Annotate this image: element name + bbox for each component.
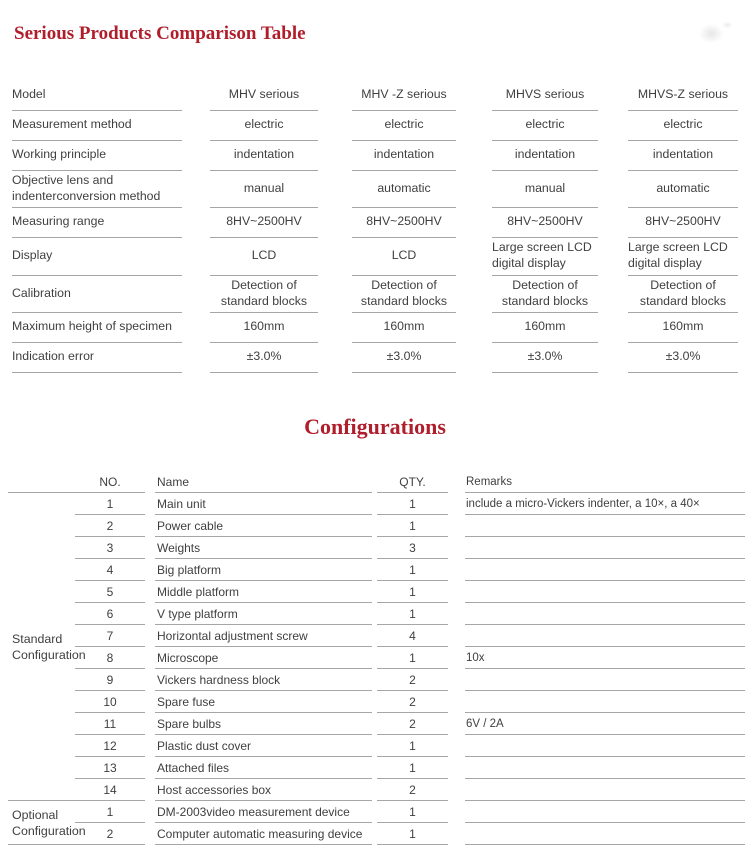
cell: automatic — [628, 171, 738, 208]
cell: LCD — [210, 238, 318, 275]
cell-remarks — [465, 823, 745, 845]
cell-name: V type platform — [155, 603, 372, 625]
comparison-header-col: MHVS serious — [492, 81, 598, 111]
cell-name: Horizontal adjustment screw — [155, 625, 372, 647]
comparison-header-col: MHV -Z serious — [352, 81, 456, 111]
row-label: Display — [12, 238, 182, 275]
cell-qty: 1 — [377, 493, 448, 515]
cell-no: 14 — [75, 779, 145, 801]
cell: 160mm — [210, 313, 318, 343]
cell: 8HV~2500HV — [628, 208, 738, 238]
config-header-no: NO. — [99, 475, 121, 490]
cell: Detection of standard blocks — [352, 276, 456, 313]
cell-remarks — [465, 691, 745, 713]
cell: 8HV~2500HV — [210, 208, 318, 238]
row-label: Indication error — [12, 343, 182, 373]
cell: ±3.0% — [210, 343, 318, 373]
cell-remarks: include a micro-Vickers indenter, a 10×, a 40× — [465, 493, 745, 515]
cell-name: Main unit — [155, 493, 372, 515]
cell: 160mm — [628, 313, 738, 343]
cell: Detection of standard blocks — [492, 276, 598, 313]
cell-no: 7 — [75, 625, 145, 647]
config-header-qty: QTY. — [377, 471, 448, 493]
cell-qty: 1 — [377, 647, 448, 669]
cell-qty: 2 — [377, 669, 448, 691]
cell-remarks — [465, 515, 745, 537]
comparison-row-measurement-method — [12, 111, 738, 141]
row-label: Calibration — [12, 276, 182, 313]
cell-qty: 4 — [377, 625, 448, 647]
cell-remarks: 10x — [465, 647, 745, 669]
cell: electric — [492, 111, 598, 141]
cell: LCD — [352, 238, 456, 275]
cell: 160mm — [492, 313, 598, 343]
cell-name: Spare bulbs — [155, 713, 372, 735]
cell-name: Attached files — [155, 757, 372, 779]
cell: Large screen LCD digital display — [492, 238, 598, 275]
cell-no: 3 — [75, 537, 145, 559]
cell: electric — [628, 111, 738, 141]
cell: Detection of standard blocks — [628, 276, 738, 313]
cell-qty: 2 — [377, 779, 448, 801]
cell: indentation — [210, 141, 318, 171]
cell-qty: 1 — [377, 735, 448, 757]
row-label: Working principle — [12, 141, 182, 171]
cell-remarks — [465, 735, 745, 757]
cell-no: 12 — [75, 735, 145, 757]
comparison-row-objective-lens — [12, 171, 738, 208]
comparison-header-row — [12, 81, 738, 111]
cell: indentation — [352, 141, 456, 171]
cell-remarks — [465, 581, 745, 603]
cell-qty: 1 — [377, 801, 448, 823]
cell-name: Vickers hardness block — [155, 669, 372, 691]
cell-qty: 1 — [377, 823, 448, 845]
row-label: Objective lens and indenterconversion method — [12, 171, 182, 208]
cell-name: Computer automatic measuring device — [155, 823, 372, 845]
group-divider-line — [8, 844, 145, 845]
cell-name: Middle platform — [155, 581, 372, 603]
cell-remarks — [465, 603, 745, 625]
comparison-row-measuring-range — [12, 208, 738, 238]
comparison-row-working-principle — [12, 141, 738, 171]
cell-name: Plastic dust cover — [155, 735, 372, 757]
cell: indentation — [628, 141, 738, 171]
cell: 8HV~2500HV — [492, 208, 598, 238]
comparison-row-indication-error — [12, 343, 738, 373]
cell-remarks: 6V / 2A — [465, 713, 745, 735]
cell-no: 1 — [75, 801, 145, 823]
cell-no: 10 — [75, 691, 145, 713]
group-label-standard: Standard Configuration — [12, 631, 86, 662]
cell: manual — [492, 171, 598, 208]
group-label-spacer — [0, 471, 75, 493]
cell: 160mm — [352, 313, 456, 343]
cell-no: 8 — [75, 647, 145, 669]
cell: indentation — [492, 141, 598, 171]
cell-no: 5 — [75, 581, 145, 603]
cell-remarks — [465, 779, 745, 801]
cell-no: 2 — [75, 823, 145, 845]
row-label: Measuring range — [12, 208, 182, 238]
configurations-title: Configurations — [304, 414, 446, 440]
cell-remarks — [465, 669, 745, 691]
cell-remarks — [465, 537, 745, 559]
cell: automatic — [352, 171, 456, 208]
cell: Large screen LCD digital display — [628, 238, 738, 275]
cell-no: 6 — [75, 603, 145, 625]
cell: electric — [210, 111, 318, 141]
cell-no: 1 — [75, 493, 145, 515]
cell-no: 4 — [75, 559, 145, 581]
cell-name: Power cable — [155, 515, 372, 537]
cell-qty: 2 — [377, 691, 448, 713]
cell-qty: 1 — [377, 559, 448, 581]
comparison-row-max-height — [12, 313, 738, 343]
watermark-smudge — [686, 20, 732, 54]
comparison-header-col: MHV serious — [210, 81, 318, 111]
comparison-header-col: MHVS-Z serious — [628, 81, 738, 111]
cell-name: Host accessories box — [155, 779, 372, 801]
config-header-name: Name — [155, 471, 372, 493]
config-header-row — [0, 471, 745, 493]
cell-qty: 3 — [377, 537, 448, 559]
cell-qty: 1 — [377, 757, 448, 779]
cell-no: 13 — [75, 757, 145, 779]
cell-name: Spare fuse — [155, 691, 372, 713]
group-label-optional: Optional Configuration — [12, 807, 86, 838]
cell-remarks — [465, 625, 745, 647]
row-label: Maximum height of specimen — [12, 313, 182, 343]
cell: ±3.0% — [492, 343, 598, 373]
cell-name: Microscope — [155, 647, 372, 669]
cell-remarks — [465, 559, 745, 581]
cell: electric — [352, 111, 456, 141]
cell: ±3.0% — [352, 343, 456, 373]
cell: manual — [210, 171, 318, 208]
cell-name: Big platform — [155, 559, 372, 581]
cell: 8HV~2500HV — [352, 208, 456, 238]
comparison-header-label: Model — [12, 81, 182, 111]
cell: ±3.0% — [628, 343, 738, 373]
cell-no: 11 — [75, 713, 145, 735]
comparison-row-display — [12, 238, 738, 275]
comparison-row-calibration — [12, 276, 738, 313]
cell-qty: 1 — [377, 515, 448, 537]
cell-name: Weights — [155, 537, 372, 559]
cell-remarks — [465, 757, 745, 779]
configurations-table — [0, 471, 745, 845]
cell-remarks — [465, 801, 745, 823]
cell-qty: 1 — [377, 581, 448, 603]
config-header-remarks: Remarks — [465, 471, 745, 493]
cell: Detection of standard blocks — [210, 276, 318, 313]
cell-qty: 1 — [377, 603, 448, 625]
cell-no: 9 — [75, 669, 145, 691]
comparison-table — [12, 81, 738, 373]
cell-name: DM-2003video measurement device — [155, 801, 372, 823]
cell-no: 2 — [75, 515, 145, 537]
row-label: Measurement method — [12, 111, 182, 141]
cell-qty: 2 — [377, 713, 448, 735]
page-title: Serious Products Comparison Table — [14, 23, 306, 44]
